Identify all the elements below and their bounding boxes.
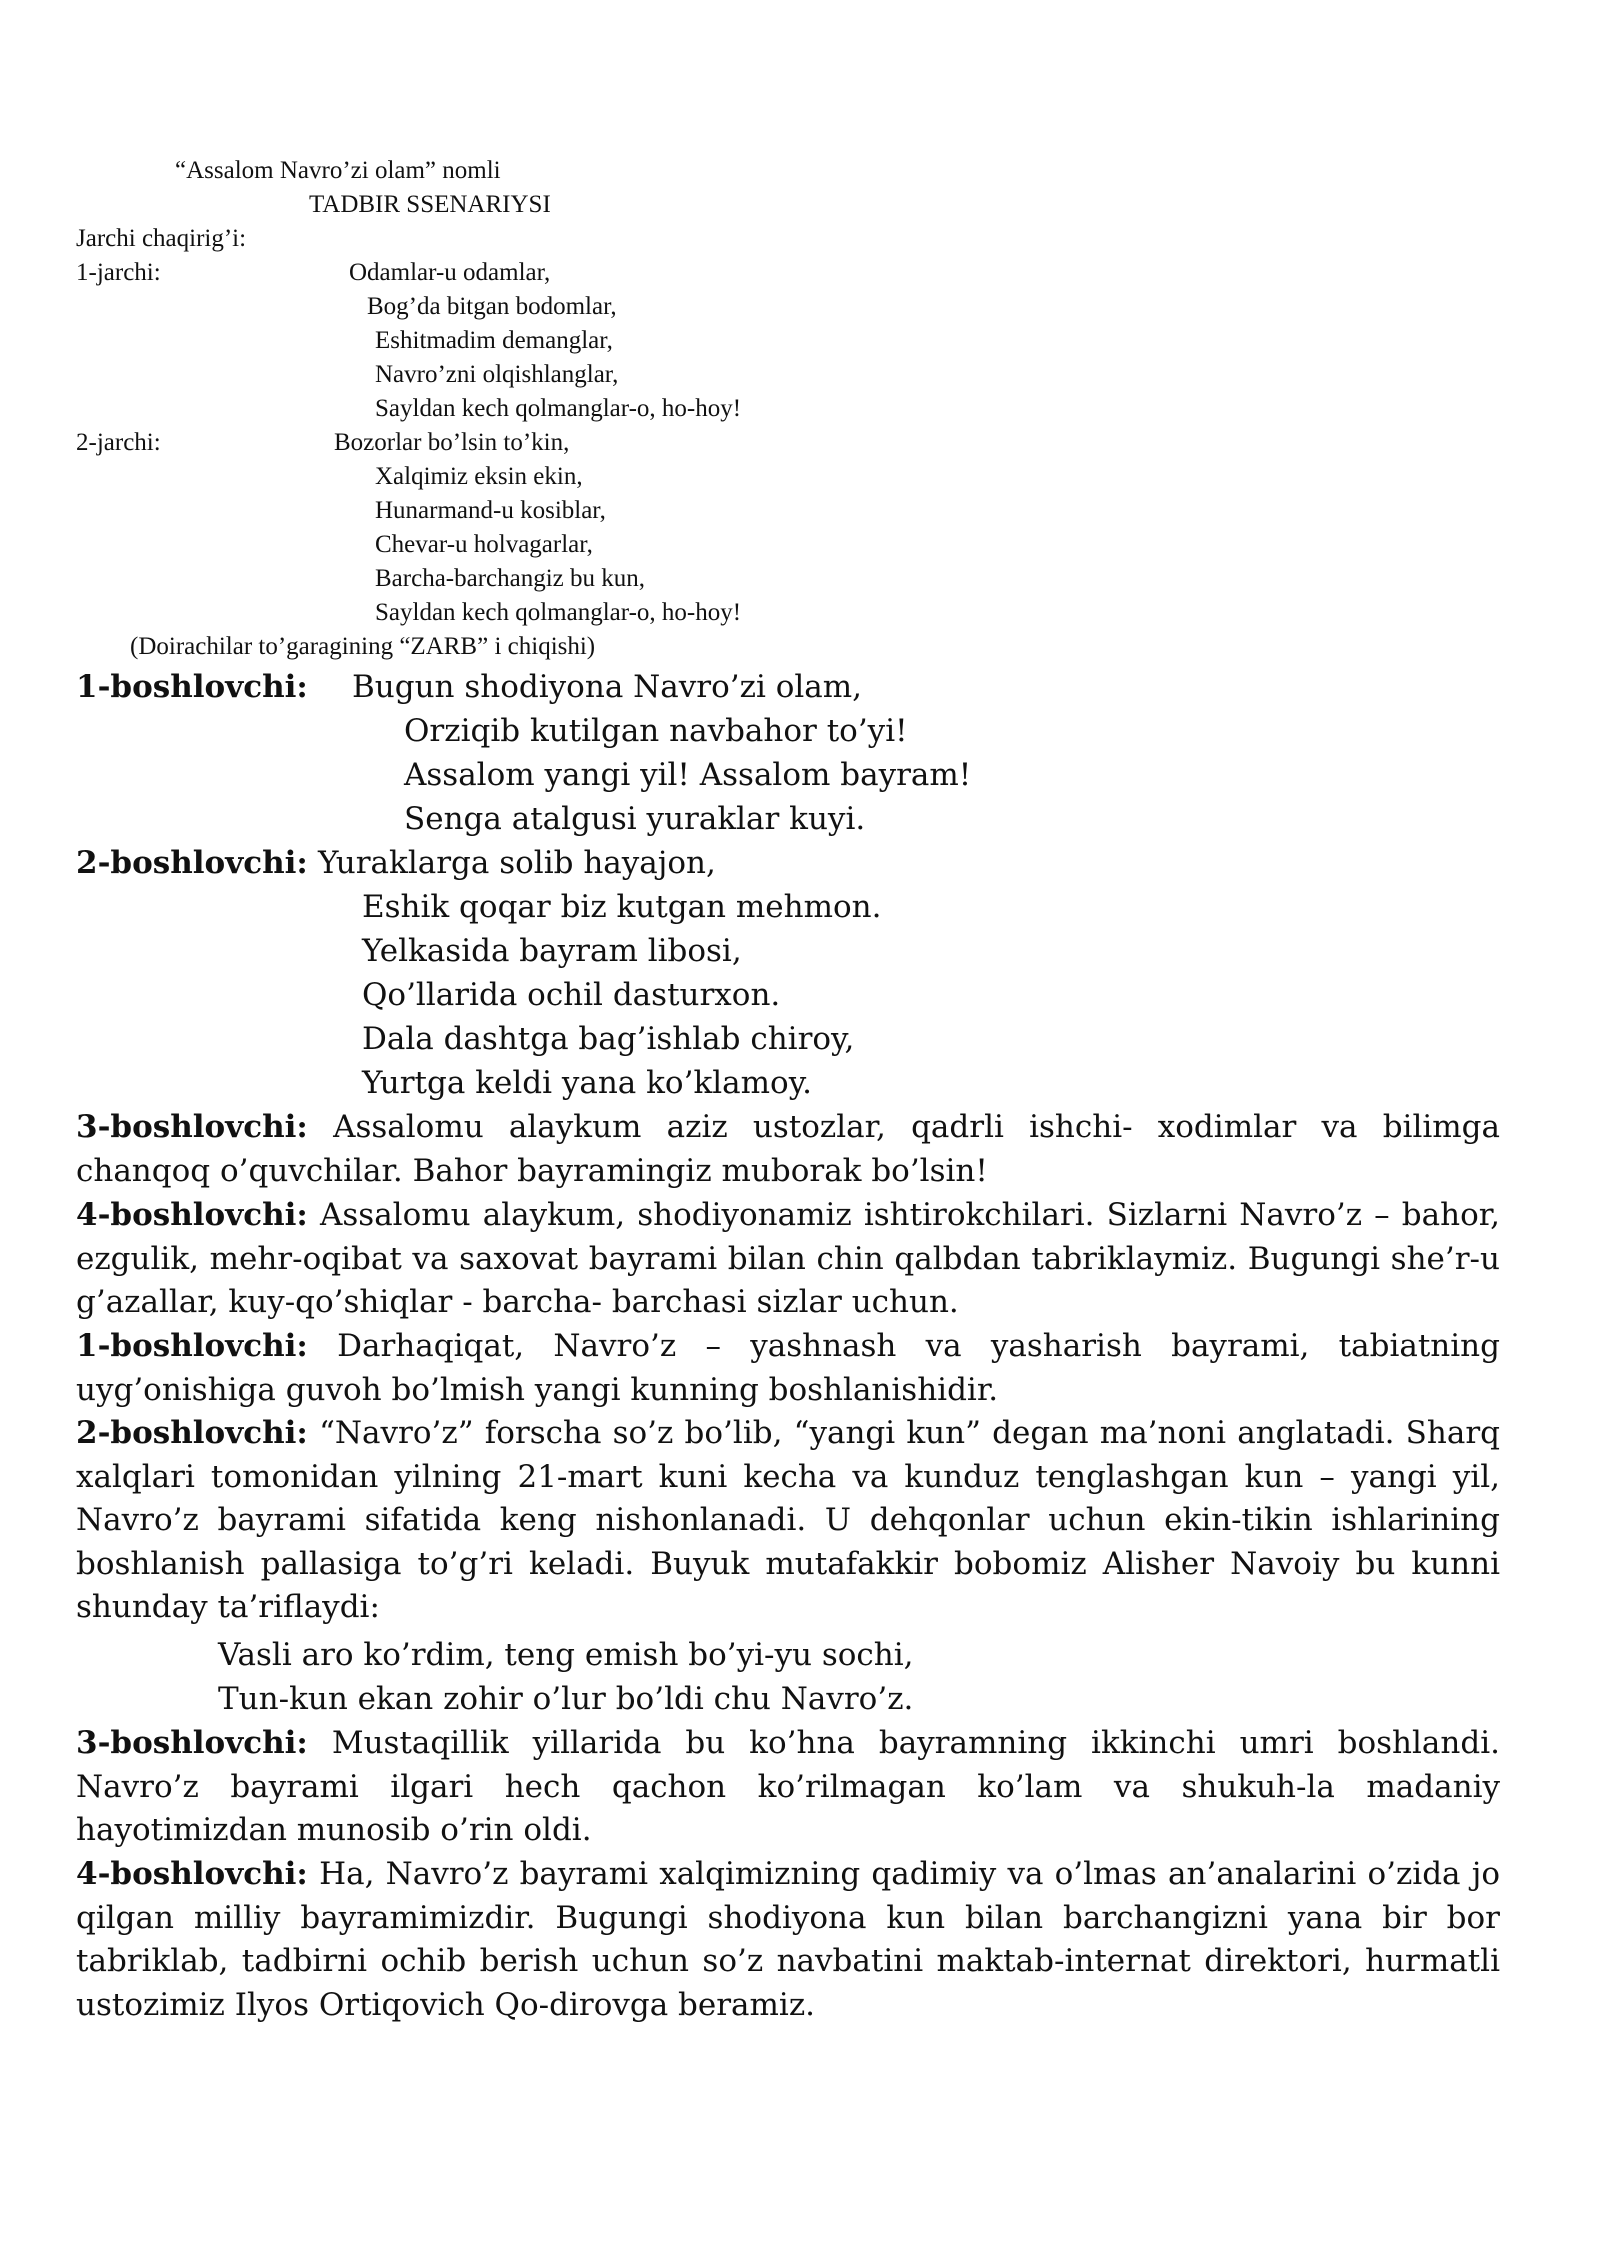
speaker-label: 3-boshlovchi:	[76, 1109, 308, 1145]
quote-line: Vasli aro ko’rdim, teng emish bo’yi-yu sochi,	[218, 1637, 914, 1673]
document-subtitle: TADBIR SSENARIYSI	[309, 191, 551, 218]
verse-line: Eshik qoqar biz kutgan mehmon.	[362, 889, 882, 925]
speaker-label: 2-boshlovchi:	[76, 845, 308, 881]
quote-line: Tun-kun ekan zohir o’lur bo’ldi chu Navro’z.	[218, 1681, 914, 1717]
verse-line: Bog’da bitgan bodomlar,	[367, 293, 617, 320]
speaker-label: 3-boshlovchi:	[76, 1725, 308, 1761]
document-title: “Assalom Navro’zi olam” nomli	[175, 157, 501, 184]
paragraph-text: Assalomu alaykum, shodiyonamiz ishtirokchilari. Sizlarni Navro’z – bahor, ezgulik, mehr-oqibat va saxovat bayrami bilan chin qalbdan tabriklaymiz. Bugungi she’r-u g’azallar, kuy-qo’shiqlar - barcha- barchasi sizlar uchun.	[76, 1197, 1500, 1321]
verse-line: Orziqib kutilgan navbahor to’yi!	[404, 713, 908, 749]
verse-line: Hunarmand-u kosiblar,	[375, 497, 606, 524]
dialogue-paragraph	[76, 1853, 1500, 2027]
stage-note: (Doirachilar to’garagining “ZARB” i chiqishi)	[130, 633, 596, 660]
verse-line: Yelkasida bayram libosi,	[362, 933, 742, 969]
verse-line: Eshitmadim demanglar,	[375, 327, 613, 354]
verse-line: Bozorlar bo’lsin to’kin,	[334, 429, 570, 456]
verse-line: Bugun shodiyona Navro’zi olam,	[352, 669, 863, 705]
verse-line: Chevar-u holvagarlar,	[375, 531, 593, 558]
jarchi-speaker: 2-jarchi:	[76, 429, 161, 456]
verse-line: Barcha-barchangiz bu kun,	[375, 565, 646, 592]
dialogue-paragraph	[76, 1106, 1500, 1193]
verse-line: Qo’llarida ochil dasturxon.	[362, 977, 781, 1013]
verse-line: Odamlar-u odamlar,	[349, 259, 551, 286]
verse-line: Xalqimiz eksin ekin,	[375, 463, 583, 490]
speaker-label: 4-boshlovchi:	[76, 1856, 308, 1892]
dialogue-paragraph	[76, 1325, 1500, 1412]
verse-line: Navro’zni olqishlanglar,	[375, 361, 619, 388]
verse-line: Senga atalgusi yuraklar kuyi.	[404, 801, 866, 837]
verse-line: Sayldan kech qolmanglar-o, ho-hoy!	[375, 395, 742, 422]
verse-line: Dala dashtga bag’ishlab chiroy,	[362, 1021, 855, 1057]
paragraph-text: Assalomu alaykum aziz ustozlar, qadrli ishchi- xodimlar va bilimga chanqoq o’quvchilar. Bahor bayramingiz muborak bo’lsin!	[76, 1109, 1500, 1189]
speaker-label: 2-boshlovchi:	[76, 1415, 308, 1451]
verse-line: Yuraklarga solib hayajon,	[318, 845, 716, 881]
speaker-label: 4-boshlovchi:	[76, 1197, 308, 1233]
jarchi-speaker: 1-jarchi:	[76, 259, 161, 286]
dialogue-paragraph	[76, 1194, 1500, 1325]
intro-heading: Jarchi chaqirig’i:	[76, 225, 247, 252]
verse-line: Sayldan kech qolmanglar-o, ho-hoy!	[375, 599, 742, 626]
verse-line: Assalom yangi yil! Assalom bayram!	[404, 757, 972, 793]
paragraph-text: Darhaqiqat, Navro’z – yashnash va yasharish bayrami, tabiatning uyg’onishiga guvoh bo’lmish yangi kunning boshlanishidir.	[76, 1328, 1500, 1408]
speaker-label: 1-boshlovchi:	[76, 1328, 308, 1364]
verse-line: Yurtga keldi yana ko’klamoy.	[362, 1065, 812, 1101]
paragraph-text: Mustaqillik yillarida bu ko’hna bayramning ikkinchi umri boshlandi. Navro’z bayrami ilgari hech qachon ko’rilmagan ko’lam va shukuh-la madaniy hayotimizdan munosib o’rin oldi.	[76, 1725, 1500, 1849]
speaker-label: 1-boshlovchi:	[76, 669, 308, 705]
paragraph-text: “Navro’z” forscha so’z bo’lib, “yangi kun” degan ma’noni anglatadi. Sharq xalqlari tomonidan yilning 21-mart kuni kecha va kunduz tenglashgan kun – yangi yil, Navro’z bayrami sifatida keng nishonlanadi. U dehqonlar uchun ekin-tikin ishlarining boshlanish pallasiga to’g’ri keladi. Buyuk mutafakkir bobomiz Alisher Navoiy bu kunni shunday ta’riflaydi:	[76, 1415, 1500, 1626]
dialogue-paragraph	[76, 1722, 1500, 1853]
dialogue-paragraph	[76, 1412, 1500, 1630]
paragraph-text: Ha, Navro’z bayrami xalqimizning qadimiy va o’lmas an’analarini o’zida jo qilgan milliy bayramimizdir. Bugungi shodiyona kun bilan barchangizni yana bir bor tabriklab, tadbirni ochib berish uchun so’z navbatini maktab-internat direktori, hurmatli ustozimiz Ilyos Ortiqovich Qo-dirovga beramiz.	[76, 1856, 1500, 2023]
